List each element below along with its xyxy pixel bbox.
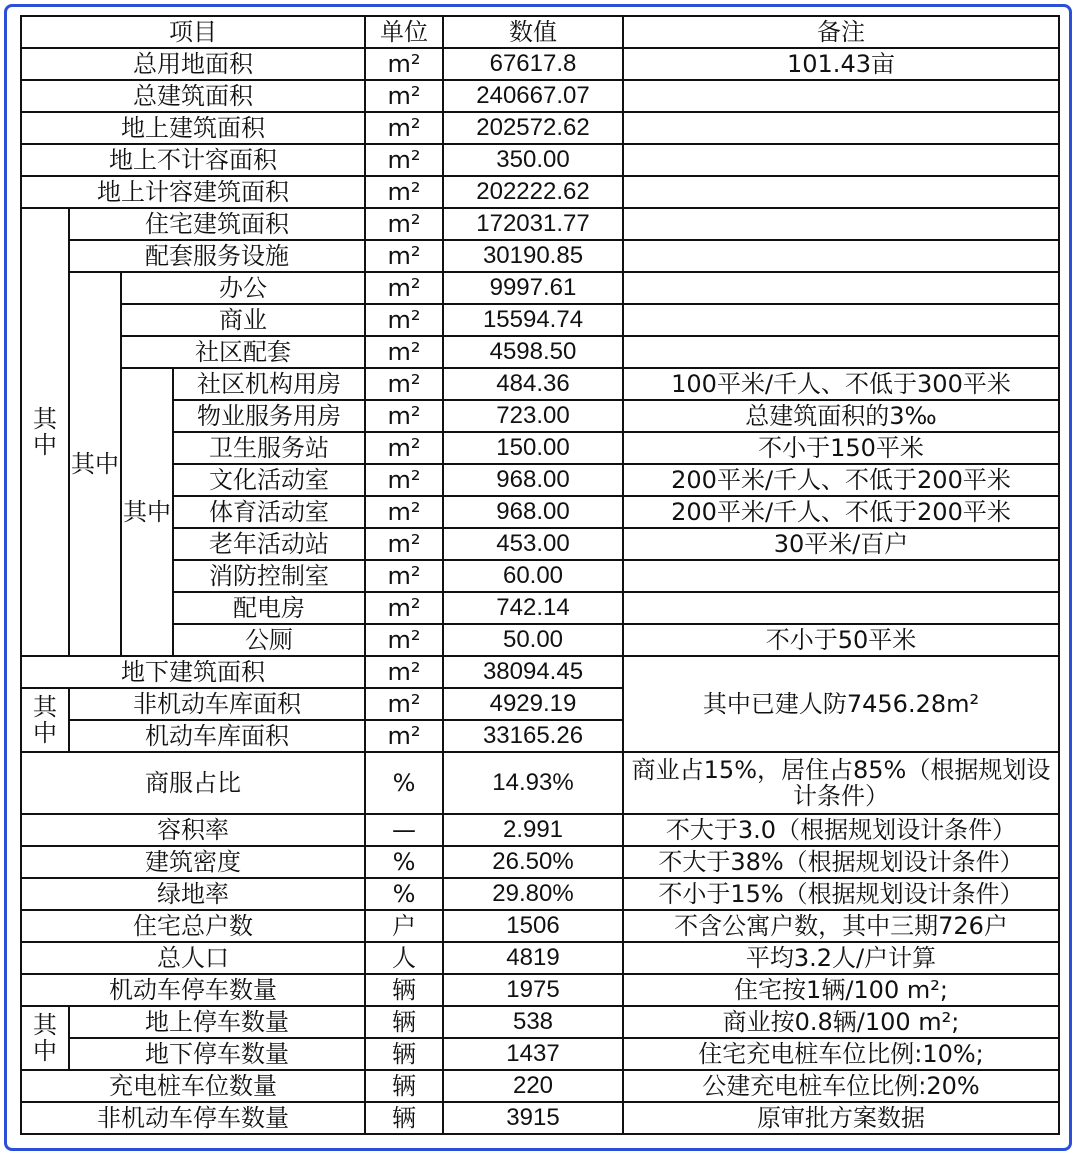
row-item: 非机动车库面积 [69, 688, 365, 720]
header-unit: 单位 [365, 16, 443, 48]
row-note [623, 240, 1059, 272]
row-item: 地上建筑面积 [21, 112, 365, 144]
row-item: 地上停车数量 [69, 1006, 365, 1038]
row-unit: m² [365, 400, 443, 432]
row-note [623, 144, 1059, 176]
row-unit: m² [365, 304, 443, 336]
row-unit: m² [365, 624, 443, 656]
row-item: 办公 [121, 272, 365, 304]
group-label-qizhong: 其中 [21, 208, 69, 656]
row-value: 202222.62 [443, 176, 623, 208]
row-unit: m² [365, 688, 443, 720]
project-indicator-table [20, 15, 1060, 1135]
row-note: 101.43亩 [623, 48, 1059, 80]
row-note: 200平米/千人、不低于200平米 [623, 496, 1059, 528]
row-unit: m² [365, 176, 443, 208]
row-value: 538 [443, 1006, 623, 1038]
table-row [21, 910, 1059, 942]
table-row [21, 656, 1059, 688]
row-note: 商业占15%，居住占85%（根据规划设计条件） [623, 752, 1059, 814]
row-value: 172031.77 [443, 208, 623, 240]
row-item: 地下停车数量 [69, 1038, 365, 1070]
row-value: 4819 [443, 942, 623, 974]
table-row [21, 528, 1059, 560]
row-note: 公建充电桩车位比例:20% [623, 1070, 1059, 1102]
row-item: 绿地率 [21, 878, 365, 910]
row-value: 1506 [443, 910, 623, 942]
row-note: 不小于150平米 [623, 432, 1059, 464]
row-value: 29.80% [443, 878, 623, 910]
table-row [21, 336, 1059, 368]
row-item: 总人口 [21, 942, 365, 974]
table-row [21, 304, 1059, 336]
table-row [21, 272, 1059, 304]
row-item: 文化活动室 [173, 464, 365, 496]
row-value: 30190.85 [443, 240, 623, 272]
row-value: 350.00 [443, 144, 623, 176]
table-row [21, 878, 1059, 910]
row-value: 1437 [443, 1038, 623, 1070]
row-item: 老年活动站 [173, 528, 365, 560]
row-value: 220 [443, 1070, 623, 1102]
row-unit: 辆 [365, 1070, 443, 1102]
row-item: 机动车停车数量 [21, 974, 365, 1006]
row-unit: 辆 [365, 974, 443, 1006]
table-row [21, 400, 1059, 432]
table-row [21, 1102, 1059, 1134]
group-label-qizhong: 其中 [21, 1006, 69, 1070]
table-row [21, 592, 1059, 624]
row-unit: m² [365, 656, 443, 688]
table-row [21, 112, 1059, 144]
row-value: 67617.8 [443, 48, 623, 80]
header-item: 项目 [21, 16, 365, 48]
row-note: 平均3.2人/户计算 [623, 942, 1059, 974]
row-item: 社区机构用房 [173, 368, 365, 400]
row-note [623, 112, 1059, 144]
row-note [623, 176, 1059, 208]
row-note [623, 336, 1059, 368]
row-value: 15594.74 [443, 304, 623, 336]
row-note: 商业按0.8辆/100 m²; [623, 1006, 1059, 1038]
row-note [623, 592, 1059, 624]
table-row [21, 1006, 1059, 1038]
row-note: 不小于50平米 [623, 624, 1059, 656]
row-value: 26.50% [443, 846, 623, 878]
table-row [21, 560, 1059, 592]
table-row [21, 496, 1059, 528]
row-unit: m² [365, 560, 443, 592]
row-value: 3915 [443, 1102, 623, 1134]
row-item: 非机动车停车数量 [21, 1102, 365, 1134]
row-item: 卫生服务站 [173, 432, 365, 464]
row-note [623, 208, 1059, 240]
table-row [21, 974, 1059, 1006]
table-row [21, 48, 1059, 80]
row-item: 体育活动室 [173, 496, 365, 528]
row-unit: m² [365, 432, 443, 464]
row-value: 60.00 [443, 560, 623, 592]
table-row [21, 208, 1059, 240]
table-row [21, 942, 1059, 974]
row-item: 建筑密度 [21, 846, 365, 878]
table-row [21, 80, 1059, 112]
row-unit: m² [365, 368, 443, 400]
row-value: 9997.61 [443, 272, 623, 304]
row-note: 原审批方案数据 [623, 1102, 1059, 1134]
row-note [623, 560, 1059, 592]
row-item: 住宅总户数 [21, 910, 365, 942]
row-note [623, 304, 1059, 336]
row-item: 容积率 [21, 814, 365, 846]
row-note: 不大于3.0（根据规划设计条件） [623, 814, 1059, 846]
row-item: 配电房 [173, 592, 365, 624]
row-value: 723.00 [443, 400, 623, 432]
row-unit: m² [365, 112, 443, 144]
row-unit: 辆 [365, 1102, 443, 1134]
table-row [21, 814, 1059, 846]
row-item: 社区配套 [121, 336, 365, 368]
row-value: 150.00 [443, 432, 623, 464]
row-unit: m² [365, 496, 443, 528]
row-unit: m² [365, 80, 443, 112]
row-item: 充电桩车位数量 [21, 1070, 365, 1102]
row-unit: m² [365, 464, 443, 496]
row-item: 公厕 [173, 624, 365, 656]
row-item: 总建筑面积 [21, 80, 365, 112]
row-value: 240667.07 [443, 80, 623, 112]
row-note: 住宅充电桩车位比例:10%; [623, 1038, 1059, 1070]
row-value: 14.93% [443, 752, 623, 814]
row-note: 不大于38%（根据规划设计条件） [623, 846, 1059, 878]
row-unit: % [365, 846, 443, 878]
table-row [21, 368, 1059, 400]
table-row [21, 752, 1059, 814]
group-label-qizhong: 其中 [121, 368, 173, 656]
row-value: 4929.19 [443, 688, 623, 720]
row-note: 住宅按1辆/100 m²; [623, 974, 1059, 1006]
row-item: 地上不计容面积 [21, 144, 365, 176]
row-unit: m² [365, 208, 443, 240]
row-value: 38094.45 [443, 656, 623, 688]
row-unit: m² [365, 336, 443, 368]
row-note: 总建筑面积的3‰ [623, 400, 1059, 432]
header-note: 备注 [623, 16, 1059, 48]
row-value: 968.00 [443, 496, 623, 528]
row-value: 2.991 [443, 814, 623, 846]
row-value: 50.00 [443, 624, 623, 656]
row-unit: 辆 [365, 1006, 443, 1038]
row-unit: — [365, 814, 443, 846]
row-note [623, 272, 1059, 304]
row-unit: m² [365, 528, 443, 560]
row-value: 453.00 [443, 528, 623, 560]
row-note: 不小于15%（根据规划设计条件） [623, 878, 1059, 910]
row-note: 200平米/千人、不低于200平米 [623, 464, 1059, 496]
row-unit: 户 [365, 910, 443, 942]
group-label-qizhong: 其中 [21, 688, 69, 752]
row-note [623, 80, 1059, 112]
row-unit: m² [365, 48, 443, 80]
row-value: 202572.62 [443, 112, 623, 144]
row-item: 地下建筑面积 [21, 656, 365, 688]
row-unit: m² [365, 240, 443, 272]
row-item: 消防控制室 [173, 560, 365, 592]
row-unit: % [365, 878, 443, 910]
header-value: 数值 [443, 16, 623, 48]
row-item: 商业 [121, 304, 365, 336]
row-item: 物业服务用房 [173, 400, 365, 432]
row-item: 地上计容建筑面积 [21, 176, 365, 208]
row-value: 484.36 [443, 368, 623, 400]
table-row [21, 144, 1059, 176]
row-value: 4598.50 [443, 336, 623, 368]
row-item: 配套服务设施 [69, 240, 365, 272]
table-row [21, 624, 1059, 656]
row-unit: 人 [365, 942, 443, 974]
row-item: 总用地面积 [21, 48, 365, 80]
row-item: 机动车库面积 [69, 720, 365, 752]
row-note: 100平米/千人、不低于300平米 [623, 368, 1059, 400]
row-unit: m² [365, 144, 443, 176]
table-row [21, 176, 1059, 208]
row-unit: m² [365, 272, 443, 304]
row-unit: m² [365, 592, 443, 624]
row-unit: m² [365, 720, 443, 752]
table-row [21, 464, 1059, 496]
row-item: 商服占比 [21, 752, 365, 814]
table-row [21, 846, 1059, 878]
row-note: 30平米/百户 [623, 528, 1059, 560]
row-value: 742.14 [443, 592, 623, 624]
row-value: 1975 [443, 974, 623, 1006]
row-unit: % [365, 752, 443, 814]
table-row [21, 1070, 1059, 1102]
row-note: 不含公寓户数，其中三期726户 [623, 910, 1059, 942]
row-note: 其中已建人防7456.28m² [623, 656, 1059, 752]
row-value: 33165.26 [443, 720, 623, 752]
table-row [21, 240, 1059, 272]
group-label-qizhong: 其中 [69, 272, 121, 656]
row-unit: 辆 [365, 1038, 443, 1070]
table-row [21, 1038, 1059, 1070]
table-row [21, 432, 1059, 464]
row-item: 住宅建筑面积 [69, 208, 365, 240]
row-value: 968.00 [443, 464, 623, 496]
table-header-row [21, 16, 1059, 48]
